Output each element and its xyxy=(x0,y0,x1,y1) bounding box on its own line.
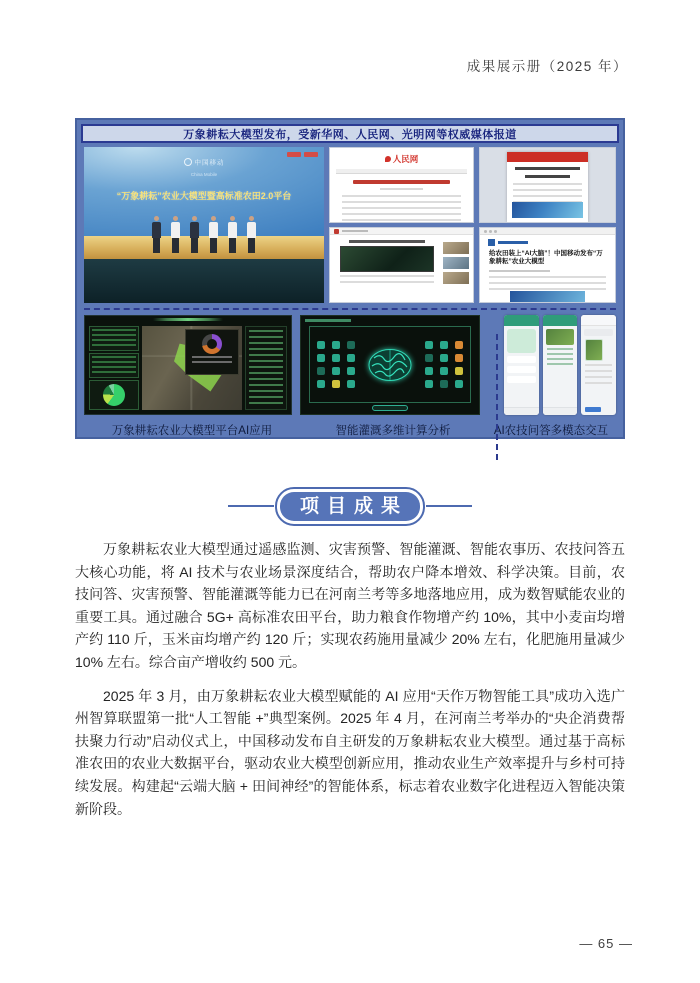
dashboard-left-panels xyxy=(89,326,139,410)
dashed-divider-horizontal xyxy=(84,308,616,310)
chat-bubble xyxy=(507,366,536,373)
china-mobile-logo: 中国移动 China Mobile xyxy=(84,153,324,177)
article-text-placeholder xyxy=(342,195,461,221)
news-screenshot-xinhua-mobile xyxy=(479,147,616,223)
headline-placeholder xyxy=(353,180,450,184)
dashboard-title-placeholder xyxy=(85,318,291,324)
brain-graphic xyxy=(366,346,414,384)
site-logo-icon xyxy=(334,229,339,234)
media-row-bottom xyxy=(84,315,616,415)
person-figure xyxy=(190,216,199,253)
people-on-stage xyxy=(84,216,324,253)
stat-panel xyxy=(89,326,139,351)
menu-placeholder xyxy=(342,230,368,232)
mobile-article-card xyxy=(507,152,588,222)
media-panel-body xyxy=(84,147,616,438)
satellite-map xyxy=(142,326,242,410)
people-daily-logo: 人民网 xyxy=(330,153,473,165)
stage-floor xyxy=(84,259,324,303)
person-figure xyxy=(152,216,161,253)
chat-app-header xyxy=(504,315,539,326)
section-title: 项目成果 xyxy=(280,492,420,522)
screen-title-placeholder xyxy=(305,319,351,322)
donut-chart xyxy=(202,334,222,354)
article-body xyxy=(334,238,469,287)
chat-input-bar xyxy=(543,407,578,415)
dashed-divider-vertical xyxy=(496,334,498,460)
nav-bar-placeholder xyxy=(336,169,467,174)
caption-platform: 万象耕耘农业大模型平台AI应用 xyxy=(111,425,273,437)
ai-platform-dashboard-screenshot xyxy=(84,315,292,415)
action-button-placeholder xyxy=(372,405,408,411)
red-corner-tag xyxy=(287,152,318,157)
pie-chart xyxy=(103,384,125,406)
article-text-placeholder xyxy=(340,275,434,287)
chat-input-bar xyxy=(504,407,539,415)
embedded-blue-image xyxy=(510,291,586,302)
chat-bubble xyxy=(584,329,613,336)
news-column-right xyxy=(479,147,616,303)
image-captions xyxy=(84,422,616,438)
article-headline: 给农田装上“AI大脑”！中国移动发布“万象耕耘”农业大模型 xyxy=(489,250,603,265)
stat-panel xyxy=(89,353,139,378)
headline-placeholder xyxy=(525,175,570,178)
news-screenshot-article xyxy=(479,227,616,303)
irrigation-analysis-screenshot xyxy=(300,315,480,415)
crop-photo-thumbnail xyxy=(546,329,575,345)
banner-line-right xyxy=(426,505,472,507)
person-figure xyxy=(209,216,218,253)
media-row-top xyxy=(84,147,616,303)
chat-screenshots-group xyxy=(504,315,616,415)
person-figure xyxy=(247,216,256,253)
chat-bubble xyxy=(507,376,536,383)
paragraph-1: 万象耕耘农业大模型通过遥感监测、灾害预警、智能灌溉、智能农事历、农技问答五大核心功能，将 AI 技术与农业场景深度结合，帮助农户降本增效、科学决策。目前，农技问答、灾害预警、智能灌溉等能力已在河南兰考等多地落地应用，成为数智赋能农业的重要工具。通过融合 5G+ 高标准农田平台，助力粮食作物增产约 10%，其中小麦亩均增产约 110 斤，玉米亩均增产约 120 斤；实现农药施用量减少 20% 左右，化肥施用量减少 10% 左右。综合亩产增收约 500 元。 xyxy=(75,541,625,670)
news-screenshot-people-daily xyxy=(329,147,474,223)
map-popup-panel xyxy=(185,329,239,375)
person-figure xyxy=(171,216,180,253)
news-column-middle xyxy=(329,147,474,303)
embedded-dark-image xyxy=(340,246,434,272)
stage-banner-title: “万象耕耘”农业大模型暨高标准农田2.0平台 xyxy=(116,191,292,202)
pie-chart-panel xyxy=(89,380,139,410)
booklet-header: 成果展示册（2025 年） xyxy=(466,59,628,74)
chat-text-placeholder xyxy=(585,364,612,384)
section-banner xyxy=(0,487,700,526)
page-number: — 65 — xyxy=(579,936,633,951)
person-figure xyxy=(228,216,237,253)
site-logo-icon xyxy=(488,239,495,246)
chat-text-placeholder xyxy=(547,348,574,368)
banner-line-left xyxy=(228,505,274,507)
thumbnail-image xyxy=(443,242,469,254)
headline-placeholder xyxy=(515,167,580,170)
dashboard-right-panel xyxy=(245,326,287,410)
embedded-blue-image xyxy=(512,202,583,218)
chat-bubble-green xyxy=(507,329,536,353)
device-icon-grid-right xyxy=(425,341,463,388)
sidebar-thumbnails xyxy=(443,238,469,287)
thumbnail-image xyxy=(443,257,469,269)
chat-app-header xyxy=(543,315,578,326)
chat-app-header xyxy=(581,315,616,326)
chat-screenshot-2 xyxy=(543,315,578,415)
chat-screenshot-3 xyxy=(581,315,616,415)
caption-irrigation: 智能灌溉多维计算分析 xyxy=(335,425,451,437)
flame-icon xyxy=(385,156,391,162)
body-text xyxy=(75,538,625,831)
browser-bar xyxy=(480,228,615,235)
article-text-placeholder xyxy=(489,276,606,290)
site-logo xyxy=(488,239,607,246)
chat-screenshot-1 xyxy=(504,315,539,415)
byline-placeholder xyxy=(489,270,550,272)
section-pill-outline xyxy=(275,487,424,526)
media-panel xyxy=(75,118,625,439)
analysis-frame xyxy=(309,326,471,403)
red-site-header xyxy=(507,152,588,162)
headline-placeholder xyxy=(349,240,425,243)
device-icon-grid-left xyxy=(317,341,355,388)
paragraph-2: 2025 年 3 月，由万象耕耘农业大模型赋能的 AI 应用“天作万物智能工具”成功入选广州智算联盟第一批“人工智能 +”典型案例。2025 年 4 月，在河南兰考举办的“央企消费帮扶聚力行动”启动仪式上，中国移动发布自主研发的万象耕耘农业大模型。通过基于高标准农田的农业大数据平台，驱动农业大模型创新应用，推动农业生产效率提升与乡村可持续发展。构建起“云端大脑 + 田间神经”的智能体系，标志着农业数字化进程迈入智能决策新阶段。 xyxy=(75,687,625,817)
site-header-bar xyxy=(330,228,473,235)
china-mobile-logo-icon xyxy=(184,158,192,166)
news-screenshot-guangming xyxy=(329,227,474,303)
article-main-column xyxy=(334,238,440,287)
blue-action-chip xyxy=(585,407,601,412)
caption-chat: AI农技问答多模态交互 xyxy=(493,425,609,437)
leaf-photo-thumbnail xyxy=(585,339,603,361)
launch-event-photo xyxy=(84,147,324,303)
subtitle-placeholder xyxy=(380,188,423,190)
thumbnail-image xyxy=(443,272,469,284)
media-panel-title: 万象耕耘大模型发布，受新华网、人民网、光明网等权威媒体报道 xyxy=(81,124,619,143)
chat-bubble xyxy=(507,356,536,363)
